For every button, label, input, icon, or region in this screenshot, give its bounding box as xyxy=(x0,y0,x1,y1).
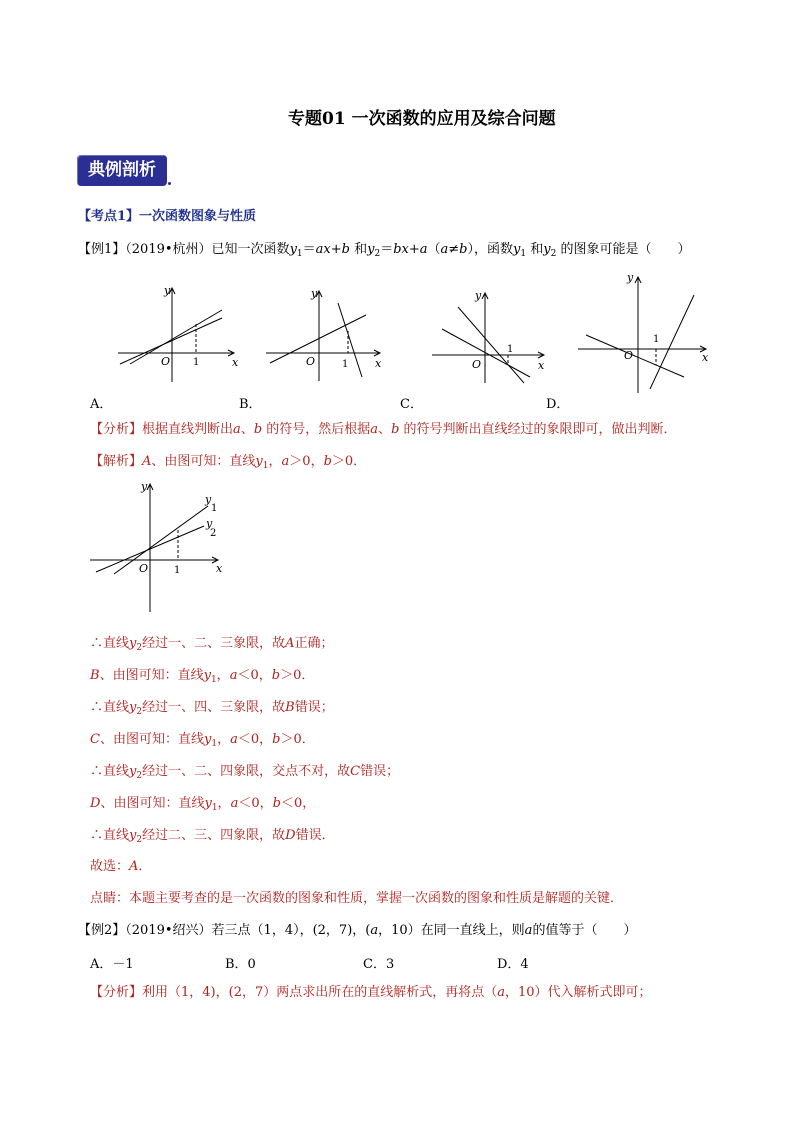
sub: 1 xyxy=(262,461,269,471)
case-label: C xyxy=(90,732,100,747)
graph-a xyxy=(110,280,245,388)
sub: 2 xyxy=(136,835,143,845)
analysis-2 xyxy=(90,984,652,1002)
y-label: y xyxy=(311,287,318,300)
solution-line-1 xyxy=(90,453,366,471)
line-y1 xyxy=(586,335,684,377)
label-y2: y xyxy=(206,517,213,530)
s-text: 、由图可知：直线 xyxy=(151,454,256,469)
var-a: a xyxy=(229,668,238,683)
sub: 2 xyxy=(374,249,381,259)
origin-label: O xyxy=(624,349,634,362)
section-badge: 典例剖析 xyxy=(77,155,167,186)
analysis-tag: 【分析】 xyxy=(90,985,143,1000)
q-text: 已知一次函数 xyxy=(211,242,290,257)
x-label: x xyxy=(702,351,709,364)
option-d: D． xyxy=(546,397,570,412)
var-y: y xyxy=(367,242,375,257)
q-text: 的图象可能是（ ） xyxy=(556,242,691,257)
line-y2 xyxy=(442,329,530,377)
s-text: ， xyxy=(217,796,231,811)
sub: 1 xyxy=(211,803,218,813)
x-label: x xyxy=(216,562,223,575)
var-y: y xyxy=(129,700,137,715)
q-text: 和 xyxy=(349,242,368,257)
graph-b xyxy=(262,283,392,383)
kaodian-heading xyxy=(78,208,256,226)
s-text: 、由图可知：直线 xyxy=(100,796,205,811)
var-y: y xyxy=(289,242,297,257)
origin-label: O xyxy=(472,358,482,371)
s-text: 错误． xyxy=(295,828,335,843)
option-b: B． xyxy=(239,397,262,412)
var-a: a xyxy=(230,796,239,811)
example1-question xyxy=(78,241,690,259)
option-c: C． xyxy=(400,397,423,412)
badge-dot xyxy=(168,182,171,185)
a-text: 利用（1，4)，(2，7）两点求出所在的直线解析式，再将点（ xyxy=(142,985,498,1000)
x-label: x xyxy=(375,357,382,370)
sub: 1 xyxy=(210,675,217,685)
y-label: y xyxy=(627,271,634,284)
q-text: 和 xyxy=(526,242,544,257)
s-text: ＜0， xyxy=(238,796,273,811)
sub: 1 xyxy=(296,249,303,259)
sub: 1 xyxy=(211,739,218,749)
var-a: a xyxy=(230,732,238,747)
tick-1: 1 xyxy=(193,357,200,368)
a-text: ，10）代入解析式即可； xyxy=(505,985,652,1000)
case-label: D xyxy=(90,796,101,811)
var-y: y xyxy=(129,828,137,843)
graph-d xyxy=(572,265,717,395)
sub: 2 xyxy=(550,249,557,259)
example2-source: （2019•绍兴） xyxy=(125,923,212,938)
case-label: A xyxy=(129,859,139,874)
a-text: 根据直线判断出 xyxy=(142,422,234,437)
solution-line-6 xyxy=(90,763,399,781)
var-a: a xyxy=(233,422,241,437)
q-text: ＝ xyxy=(302,242,316,257)
sub: 2 xyxy=(136,707,143,717)
s-text: ＜0， xyxy=(280,796,316,811)
kaodian-tag: 【考点1】 xyxy=(78,209,140,224)
a-text: 、 xyxy=(240,422,254,437)
s-text: ∴直线 xyxy=(90,764,130,779)
s-text: ＞0． xyxy=(331,454,367,469)
analysis-1 xyxy=(90,421,677,439)
a-text: 的符号，然后根据 xyxy=(262,422,371,437)
ex2-option-c: C．3 xyxy=(363,957,395,972)
example2-question xyxy=(78,922,636,940)
s-text: ∴直线 xyxy=(90,636,130,651)
s-text: 经过二、三、四象限，故 xyxy=(142,828,286,843)
line-y1 xyxy=(458,307,524,383)
var-a: a xyxy=(281,454,290,469)
s-text: 正确； xyxy=(294,636,334,651)
case-label: A xyxy=(142,454,152,469)
s-text: ＞0， xyxy=(289,454,324,469)
y-label: y xyxy=(141,480,148,493)
var-y: y xyxy=(204,796,212,811)
solution-line-3 xyxy=(90,667,314,685)
var-b: b xyxy=(391,422,400,437)
var-y: y xyxy=(129,764,137,779)
s-text: ＜0， xyxy=(237,732,273,747)
analysis-tag: 【分析】 xyxy=(90,422,143,437)
case-label: D xyxy=(285,828,296,843)
solution-line-5 xyxy=(90,731,315,749)
tick-1: 1 xyxy=(653,334,660,345)
x-label: x xyxy=(232,356,239,369)
example1-tag: 【例1】 xyxy=(78,242,126,257)
origin-label: O xyxy=(139,562,149,575)
solution-tag: 【解析】 xyxy=(90,454,143,469)
solution-line-2 xyxy=(90,635,334,653)
page-title: 专题01 一次函数的应用及综合问题 xyxy=(288,109,556,129)
a-text: 的符号判断出直线经过的象限即可，做出判断． xyxy=(399,422,677,437)
var-a: a xyxy=(497,985,506,1000)
s-text: ， xyxy=(216,668,230,683)
sub: 2 xyxy=(136,643,143,653)
sub: 1 xyxy=(520,249,527,259)
q-text: 的值等于（ ） xyxy=(532,923,637,938)
solution-choice xyxy=(90,858,151,876)
solution-graph xyxy=(84,476,234,616)
s-text: ＜0， xyxy=(237,668,272,683)
s-text: ， xyxy=(217,732,231,747)
y-label: y xyxy=(475,289,482,302)
solution-comment: 点睛：本题主要考查的是一次函数的图象和性质，掌握一次函数的图象和性质是解题的关键． xyxy=(90,891,624,906)
tick-1: 1 xyxy=(507,344,514,355)
var-b: b xyxy=(271,668,281,683)
s-text: ， xyxy=(268,454,282,469)
s-text: ∴直线 xyxy=(90,828,130,843)
s-text: 、由图可知：直线 xyxy=(99,668,204,683)
var-y: y xyxy=(513,242,521,257)
condition: a≠b xyxy=(440,242,468,257)
line-y2 xyxy=(120,318,222,364)
s-text: 故选： xyxy=(90,859,130,874)
q-text: ＝ xyxy=(380,242,394,257)
var-a: a xyxy=(370,923,379,938)
a-text: 、 xyxy=(378,422,392,437)
case-label: B xyxy=(90,668,100,683)
case-label: A xyxy=(285,636,295,651)
var-a: a xyxy=(370,422,379,437)
formula-2: bx+a xyxy=(393,242,428,257)
s-text: 经过一、二、四象限，交点不对，故 xyxy=(142,764,351,779)
origin-label: O xyxy=(306,355,316,368)
ex2-option-b: B．0 xyxy=(225,957,256,972)
y-label: y xyxy=(164,284,171,297)
label-y1-sub: 1 xyxy=(211,503,218,514)
tick-1: 1 xyxy=(342,359,349,370)
q-text: ，10）在同一直线上，则 xyxy=(378,923,525,938)
case-label: C xyxy=(350,764,361,779)
line-y1 xyxy=(270,315,366,363)
q-text: （ xyxy=(427,242,441,257)
var-y: y xyxy=(255,454,263,469)
origin-label: O xyxy=(161,355,171,368)
var-y: y xyxy=(203,732,212,747)
example2-tag: 【例2】 xyxy=(78,923,126,938)
var-b: b xyxy=(272,796,281,811)
var-b: b xyxy=(272,732,281,747)
var-y: y xyxy=(129,636,137,651)
s-text: ＞0． xyxy=(280,732,315,747)
var-b: b xyxy=(253,422,263,437)
ex2-option-a: A．－1 xyxy=(90,957,134,972)
solution-line-4 xyxy=(90,699,334,717)
q-text: 若三点（1，4），(2，7)，( xyxy=(211,923,371,938)
case-label: B xyxy=(285,700,295,715)
formula-1: ax+b xyxy=(315,242,350,257)
line-y1 xyxy=(130,310,222,364)
option-a: A． xyxy=(90,397,113,412)
tick-1: 1 xyxy=(174,565,181,576)
s-text: ． xyxy=(138,859,152,874)
line-y1 xyxy=(114,506,208,574)
graph-c xyxy=(428,285,553,385)
sub: 2 xyxy=(136,771,143,781)
s-text: ∴直线 xyxy=(90,700,130,715)
solution-line-8 xyxy=(90,827,335,845)
s-text: 错误； xyxy=(360,764,400,779)
s-text: 经过一、四、三象限，故 xyxy=(142,700,286,715)
s-text: 、由图可知：直线 xyxy=(99,732,204,747)
solution-line-7 xyxy=(90,795,315,813)
var-y: y xyxy=(543,242,551,257)
label-y1: y xyxy=(205,493,212,506)
s-text: 经过一、二、三象限，故 xyxy=(142,636,286,651)
example1-source: （2019•杭州） xyxy=(125,242,212,257)
x-label: x xyxy=(538,359,545,372)
s-text: ＞0． xyxy=(280,668,315,683)
s-text: 错误； xyxy=(294,700,334,715)
var-a: a xyxy=(524,923,533,938)
q-text: ），函数 xyxy=(467,242,514,257)
label-y2-sub: 2 xyxy=(210,528,217,539)
var-b: b xyxy=(323,454,332,469)
ex2-option-d: D．4 xyxy=(497,957,529,972)
var-y: y xyxy=(203,668,211,683)
kaodian-text: 一次函数图象与性质 xyxy=(139,209,257,224)
